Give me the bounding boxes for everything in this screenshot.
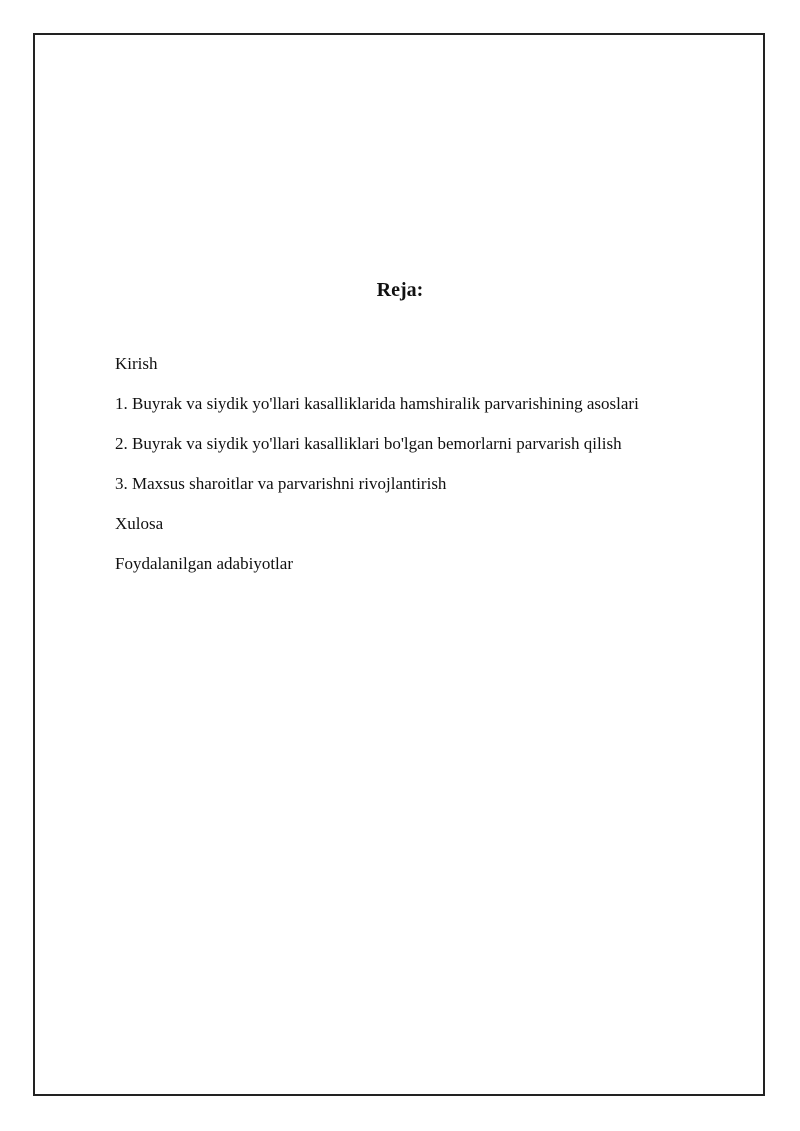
toc-item-chapter-2: 2. Buyrak va siydik yo'llari kasalliklari bo'lgan bemorlarni parvarish qilish xyxy=(115,434,622,453)
toc-item-conclusion: Xulosa xyxy=(115,514,164,533)
toc-item-chapter-1: 1. Buyrak va siydik yo'llari kasalliklarida hamshiralik parvarishining asoslari xyxy=(115,394,639,413)
toc-item-references: Foydalanilgan adabiyotlar xyxy=(115,554,293,573)
toc-item-chapter-3: 3. Maxsus sharoitlar va parvarishni rivojlantirish xyxy=(115,474,447,493)
toc-item-introduction: Kirish xyxy=(115,354,158,373)
table-of-contents xyxy=(115,354,639,594)
page-title: Reja: xyxy=(376,279,424,301)
